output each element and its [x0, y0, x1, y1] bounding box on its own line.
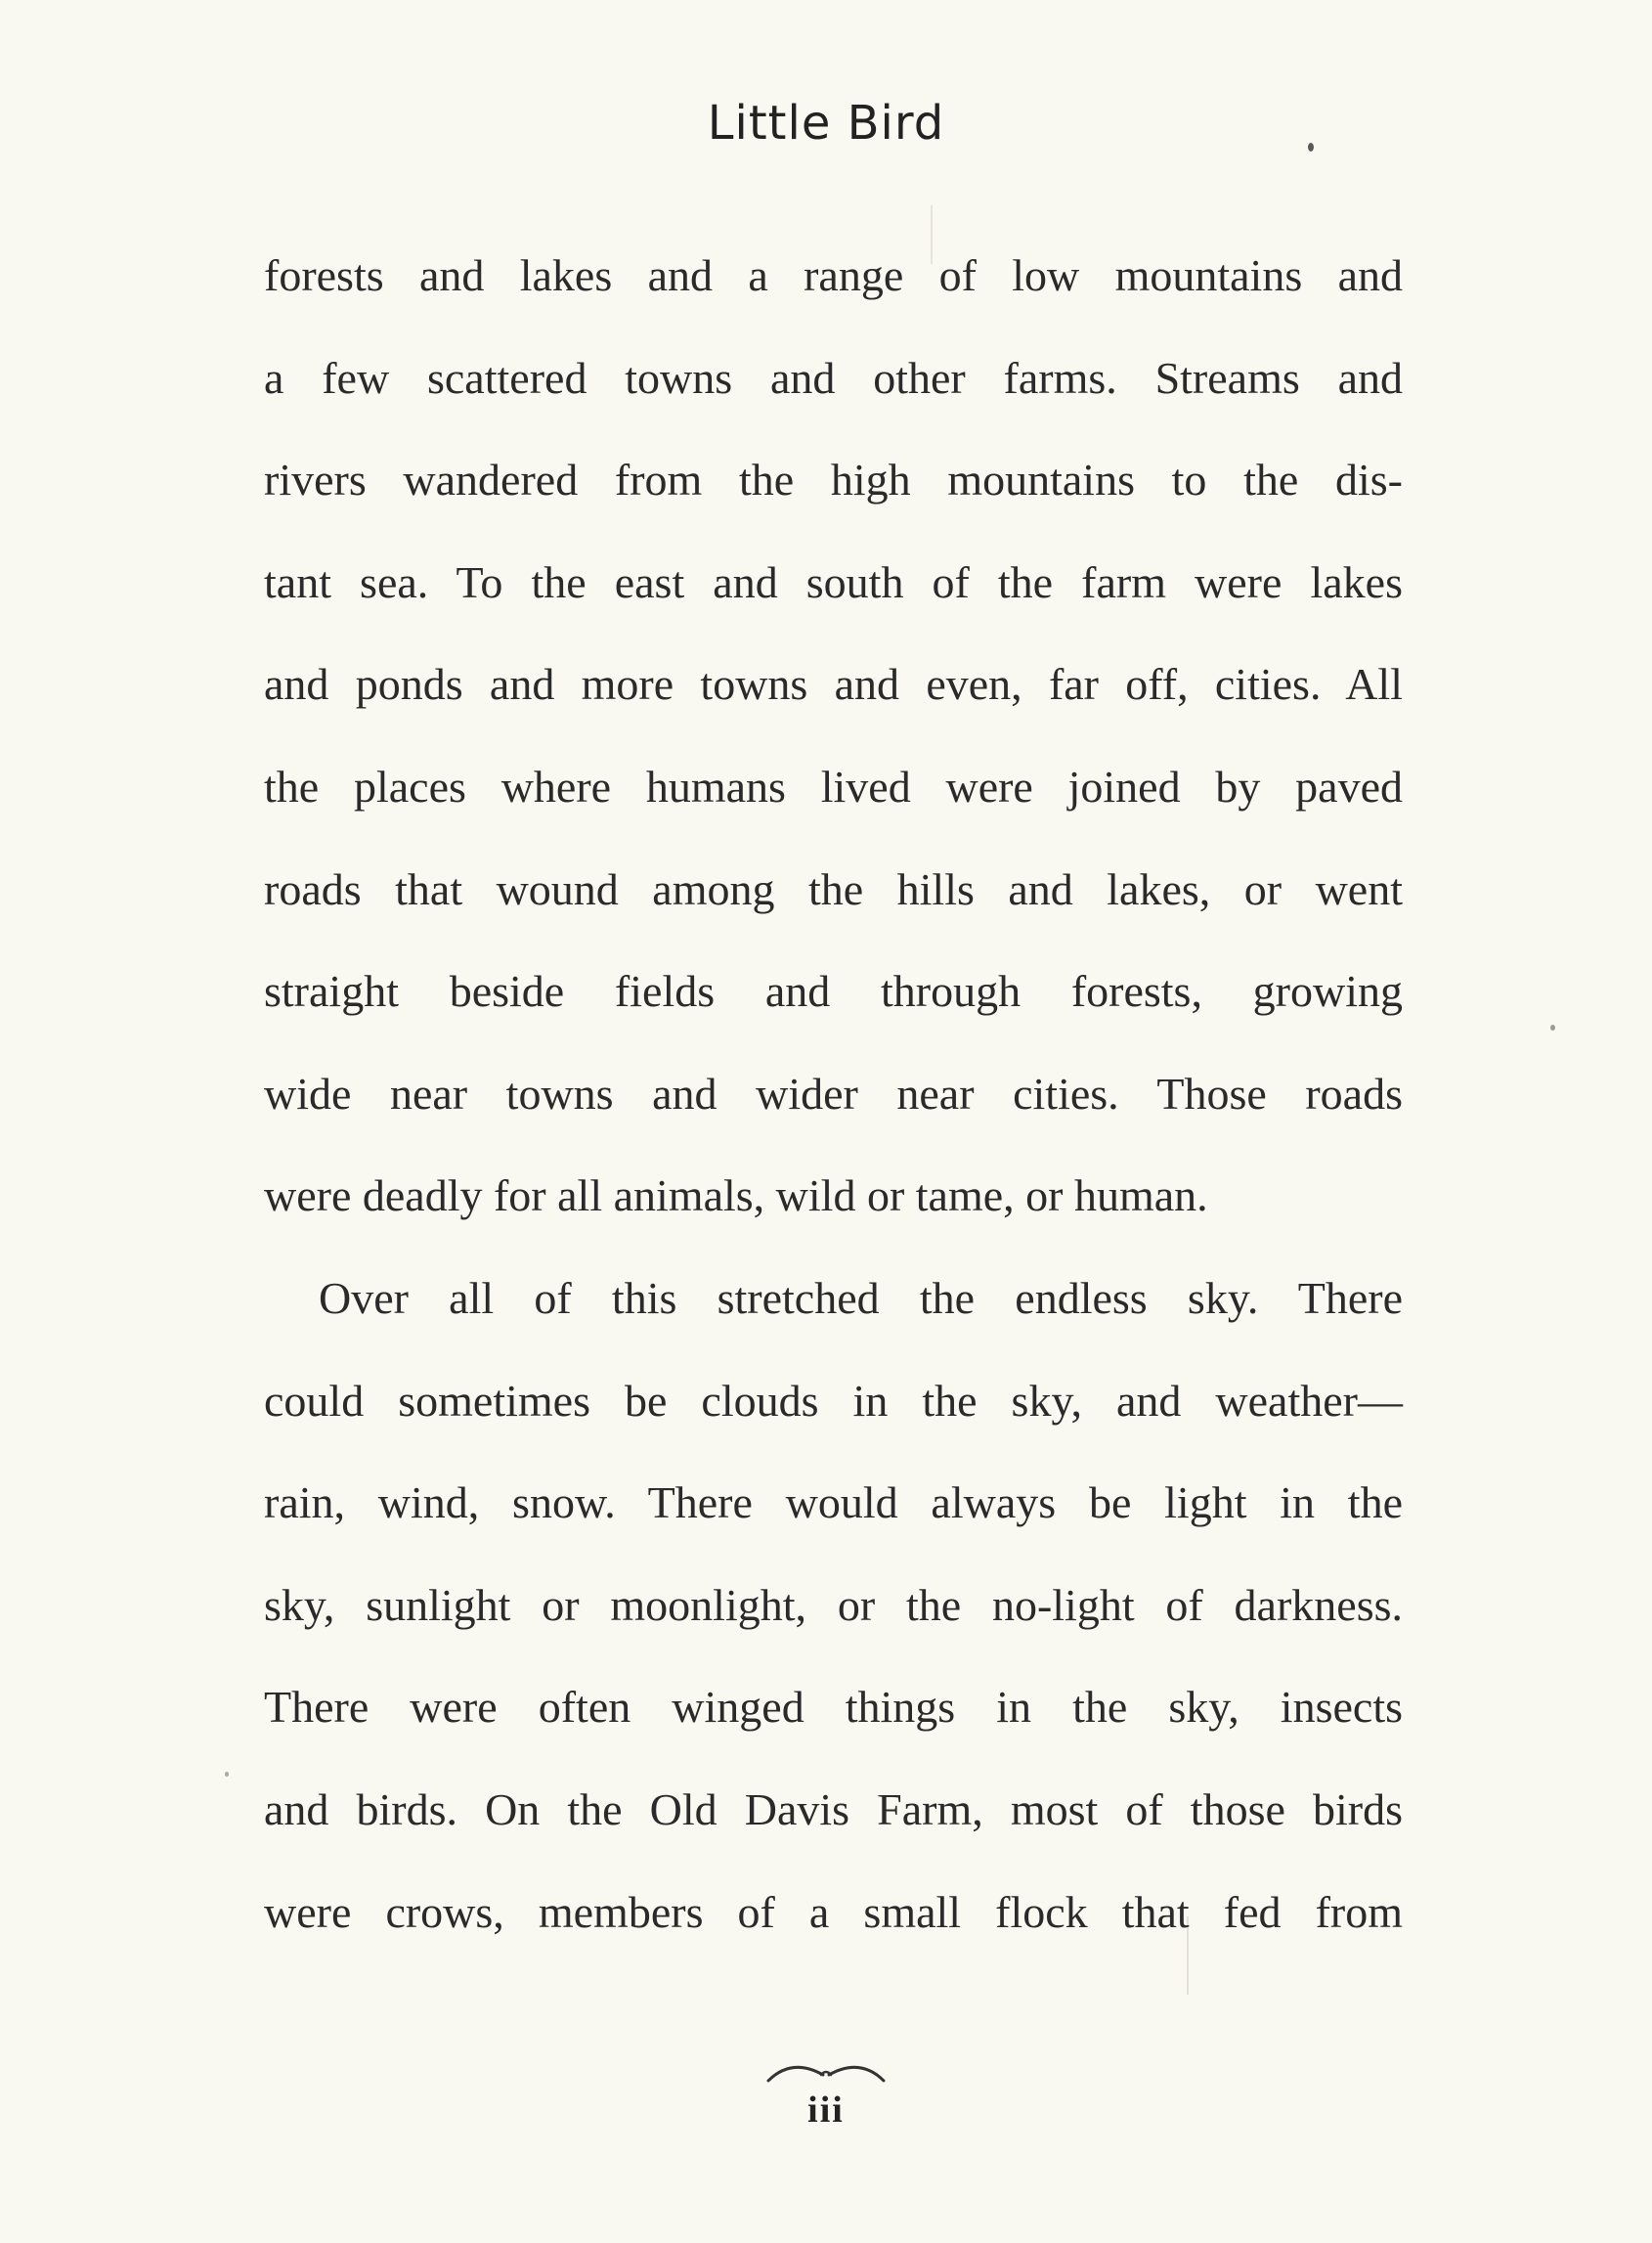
bird-wings-icon — [762, 2053, 890, 2087]
text-line: rain, wind, snow. There would always be light in the — [264, 1477, 1403, 1528]
text-line: were crows, members of a small flock that fed from — [264, 1886, 1403, 1937]
running-head: Little Bird — [707, 96, 945, 151]
text-line: and birds. On the Old Davis Farm, most of those birds — [264, 1783, 1403, 1834]
text-line: sky, sunlight or moonlight, or the no-light of darkness. — [264, 1579, 1403, 1630]
page-number: iii — [807, 2089, 845, 2131]
text-line: a few scattered towns and other farms. Streams and — [264, 352, 1403, 403]
scan-speck — [1308, 143, 1314, 152]
folio — [0, 2053, 1652, 2132]
scan-speck — [1550, 1025, 1555, 1031]
body-text — [264, 231, 1403, 1969]
text-line: forests and lakes and a range of low mountains and — [264, 250, 1403, 300]
text-line: were deadly for all animals, wild or tame, or human. — [264, 1170, 1208, 1221]
text-line: wide near towns and wider near cities. Those roads — [264, 1068, 1403, 1119]
text-line: rivers wandered from the high mountains to the dis- — [264, 455, 1403, 506]
scan-speck — [225, 1772, 229, 1777]
text-line: Over all of this stretched the endless sky. There — [319, 1272, 1403, 1323]
text-line: could sometimes be clouds in the sky, and weather— — [264, 1375, 1403, 1426]
text-line: and ponds and more towns and even, far off, cities. All — [264, 659, 1403, 710]
paragraph-1 — [264, 231, 1403, 1253]
text-line: the places where humans lived were joined by paved — [264, 761, 1403, 812]
paragraph-2 — [264, 1253, 1403, 1969]
text-line: There were often winged things in the sky, insects — [264, 1682, 1403, 1733]
text-line: tant sea. To the east and south of the farm were lakes — [264, 556, 1403, 607]
text-line: straight beside fields and through forests, growing — [264, 966, 1403, 1017]
text-line: roads that wound among the hills and lakes, or went — [264, 863, 1403, 914]
